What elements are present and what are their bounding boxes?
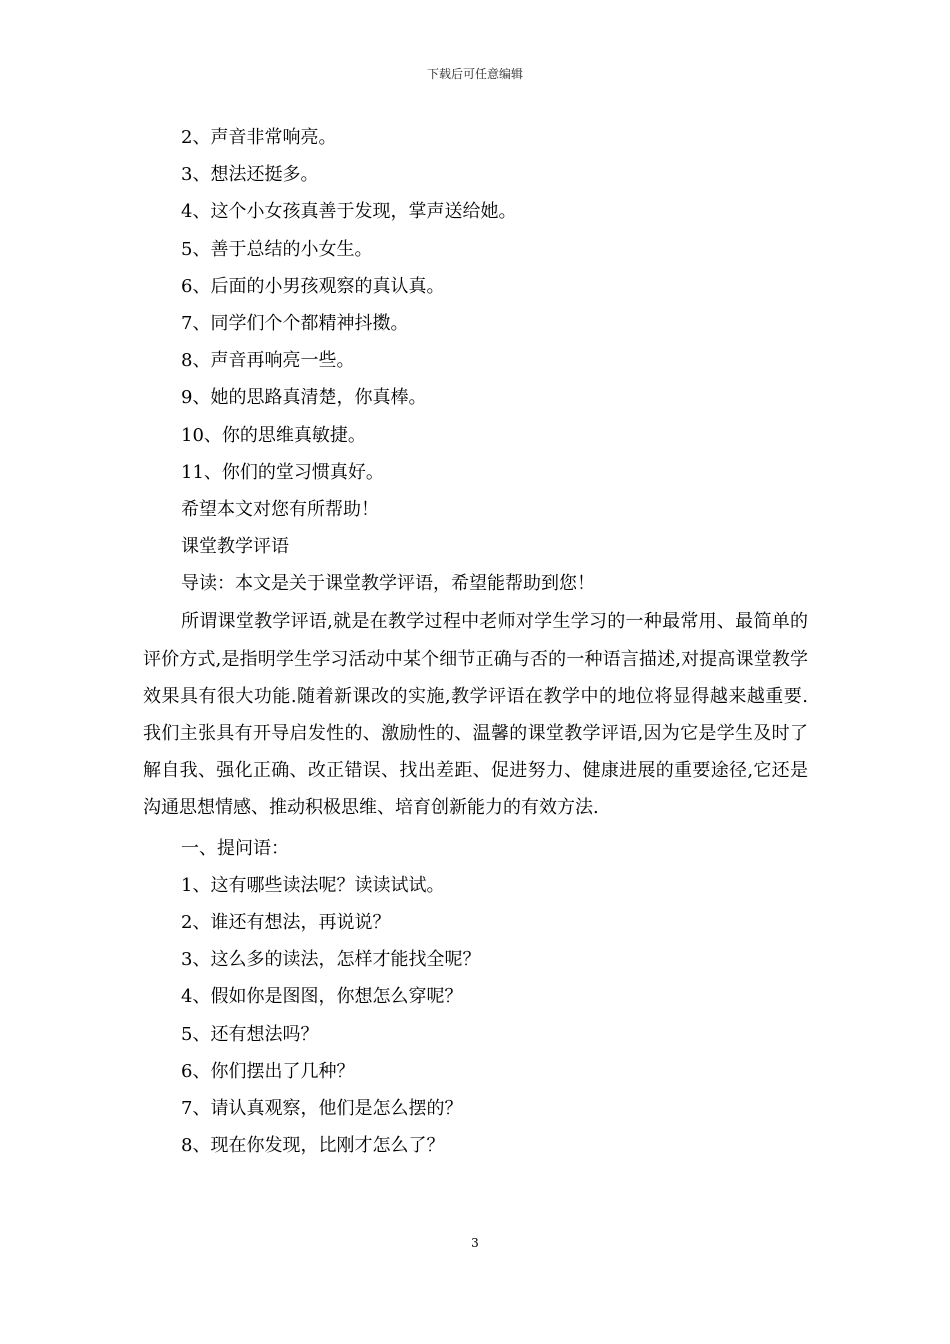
body-paragraph: 所谓课堂教学评语,就是在教学过程中老师对学生学习的一种最常用、最简单的评价方式,是指明学生学习活动中某个细节正确与否的一种语言描述,对提高课堂教学效果具有很大功能.随着新课改的实施,教学评语在教学中的地位将显得越来越重要.我们主张具有开导启发性的、激励性的、温馨的课堂教学评语,因为它是学生及时了解自我、强化正确、改正错误、找出差距、促进努力、健康进展的重要途径,它还是沟通思想情感、推动积极思维、培育创新能力的有效方法. [143, 611, 808, 819]
list-item: 3、想法还挺多。 [181, 164, 319, 186]
list-item: 9、她的思路真清楚，你真棒。 [181, 387, 427, 409]
intro-line: 导读：本文是关于课堂教学评语，希望能帮助到您！ [181, 573, 595, 595]
page-number: 3 [471, 1236, 479, 1250]
list-item: 5、善于总结的小女生。 [181, 238, 373, 260]
list-item: 6、你们摆出了几种？ [181, 1060, 355, 1082]
article-title: 课堂教学评语 [181, 536, 289, 558]
list-item: 4、假如你是图图，你想怎么穿呢？ [181, 986, 463, 1008]
list-item: 7、请认真观察，他们是怎么摆的？ [181, 1097, 463, 1119]
list-item: 11、你们的堂习惯真好。 [181, 461, 384, 483]
page-header: 下载后可任意编辑 [426, 67, 523, 81]
document-body [143, 119, 808, 1164]
list-item: 2、声音非常响亮。 [181, 127, 337, 148]
list-item: 10、你的思维真敏捷。 [181, 424, 366, 446]
list-item: 7、同学们个个都精神抖擞。 [181, 312, 409, 334]
closing-line: 希望本文对您有所帮助！ [181, 498, 379, 520]
list-item: 6、后面的小男孩观察的真认真。 [181, 275, 445, 297]
list-item: 2、谁还有想法，再说说？ [181, 912, 391, 934]
section-heading: 一、提问语： [181, 837, 289, 859]
list-item: 8、现在你发现，比刚才怎么了？ [181, 1135, 445, 1157]
list-item: 5、还有想法吗？ [181, 1023, 319, 1045]
list-item: 3、这么多的读法，怎样才能找全呢？ [181, 949, 481, 971]
list-item: 1、这有哪些读法呢？读读试试。 [181, 874, 445, 896]
list-item: 8、声音再响亮一些。 [181, 350, 355, 372]
list-item: 4、这个小女孩真善于发现，掌声送给她。 [181, 201, 517, 223]
